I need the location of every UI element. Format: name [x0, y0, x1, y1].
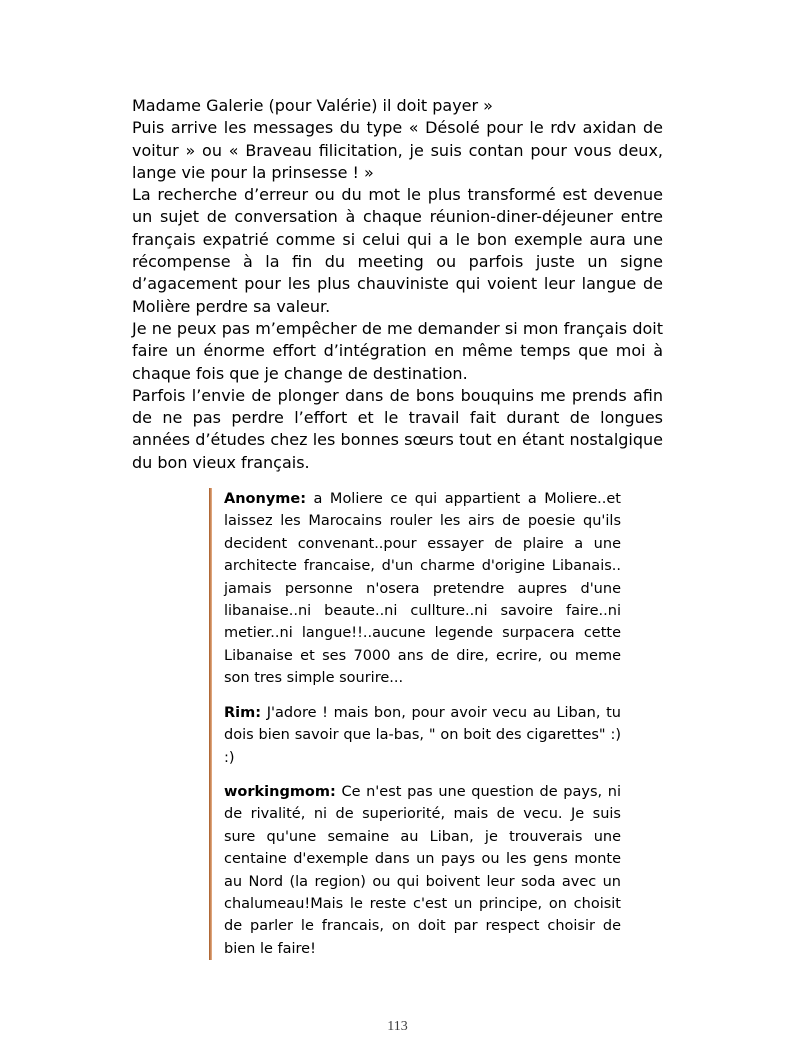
paragraph-3: La recherche d’erreur ou du mot le plus transformé est devenue un sujet de conversation à chaque réunion-diner-déjeuner entre français expatrié comme si celui qui a le bon exemple aura une récompense à la fin du meeting ou parfois juste un signe d’agacement pour les plus chauviniste qui voient leur langue de Molière perdre sa valeur. — [132, 185, 663, 316]
comment-text: J'adore ! mais bon, pour avoir vecu au Liban, tu dois bien savoir que la-bas, " on boit des cigarettes" :) :) — [224, 704, 621, 766]
comment-rim — [224, 702, 621, 769]
paragraph-4: Je ne peux pas m’empêcher de me demander si mon français doit faire un énorme effort d’intégration en même temps que moi à chaque fois que je change de destination. — [132, 318, 663, 383]
comment-author: workingmom: — [224, 783, 336, 800]
quote-body — [212, 488, 621, 960]
paragraph-5: Parfois l’envie de plonger dans de bons bouquins me prends afin de ne pas perdre l’effort et le travail fait durant de longues années d’études chez les bonnes sœurs tout en étant nostalgique du bon vieux français. — [132, 385, 663, 472]
comment-text: Ce n'est pas une question de pays, ni de rivalité, ni de superiorité, mais de vecu. Je suis sure qu'une semaine au Liban, je trouverais une centaine d'exemple dans un pays ou les gens monte au Nord (la region) ou qui boivent leur soda avec un chalumeau!Mais le reste c'est un principe, on choisit de parler le francais, on doit par respect choisir de bien le faire! — [224, 783, 621, 957]
body-text-column — [132, 95, 663, 960]
comment-author: Anonyme: — [224, 491, 307, 508]
comment-anonyme — [224, 488, 621, 690]
comment-text: a Moliere ce qui appartient a Moliere..et laissez les Marocains rouler les airs de poesie qu'ils decident convenant..pour essayer de plaire a une architecte francaise, d'un charme d'origine Libanais.. jamais personne n'osera pretendre aupres d'une libanaise..ni beaute..ni cullture..ni savoire faire..ni metier..ni langue!!..aucune legende surpacera cette Libanaise et ses 7000 ans de dire, ecrire, ou meme son tres simple sourire... — [224, 491, 621, 687]
comment-workingmom — [224, 781, 621, 960]
paragraph-1: Madame Galerie (pour Valérie) il doit payer » — [132, 96, 493, 115]
paragraph-2: Puis arrive les messages du type « Désolé pour le rdv axidan de voitur » ou « Braveau filicitation, je suis contan pour vous deux, lange vie pour la prinsesse ! » — [132, 118, 663, 182]
page-number: 113 — [387, 1019, 408, 1034]
comments-quote-block — [209, 488, 621, 960]
comment-author: Rim: — [224, 704, 262, 721]
